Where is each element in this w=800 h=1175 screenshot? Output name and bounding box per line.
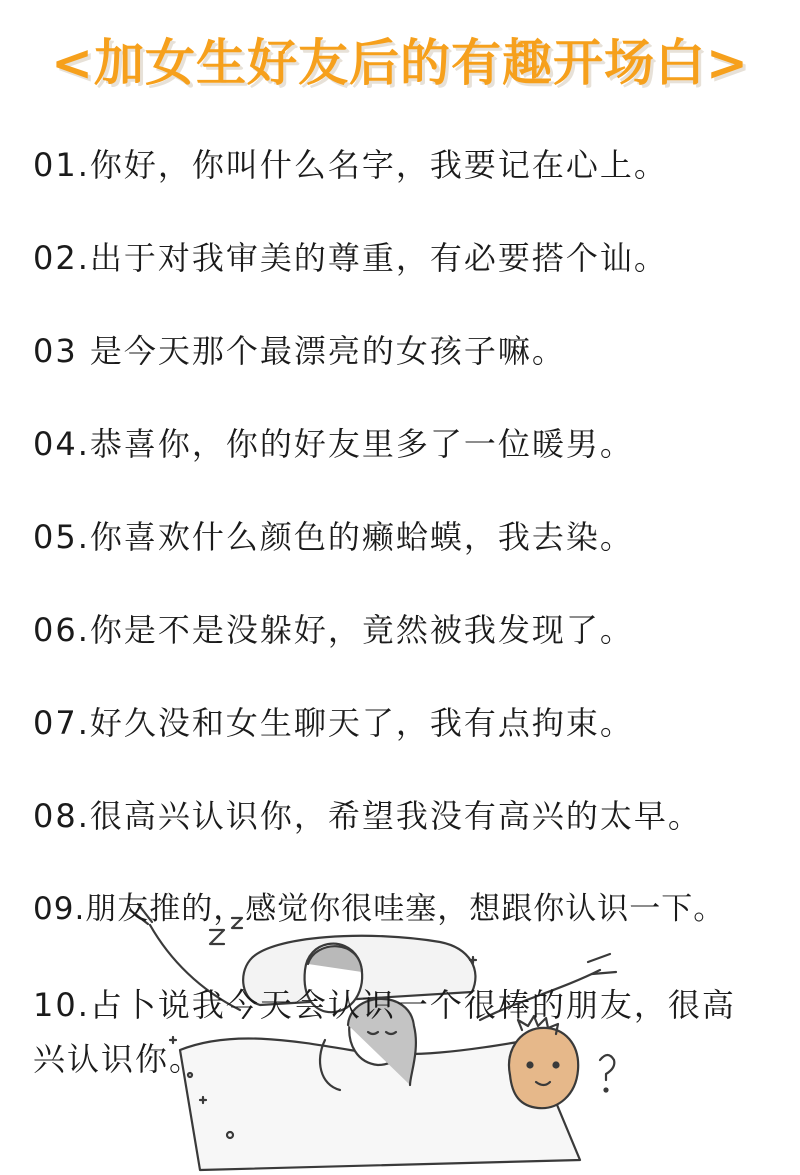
list-item: 08.很高兴认识你，希望我没有高兴的太早。 [33, 797, 702, 835]
list-item: 03 是今天那个最漂亮的女孩子嘛。 [33, 332, 566, 370]
list-item: 01.你好，你叫什么名字，我要记在心上。 [33, 146, 668, 184]
list-item: 05.你喜欢什么颜色的癞蛤蟆，我去染。 [33, 518, 634, 556]
list-item: 02.出于对我审美的尊重，有必要搭个讪。 [33, 239, 668, 277]
list-item: 06.你是不是没躲好，竟然被我发现了。 [33, 611, 634, 649]
list-item: 09.朋友推的，感觉你很哇塞，想跟你认识一下。 [33, 891, 726, 927]
list-item: 10.占卜说我今天会认识一个很棒的朋友，很高兴认识你。 [33, 986, 736, 1078]
page-title: <加女生好友后的有趣开场白> [51, 34, 749, 92]
list-item: 04.恭喜你，你的好友里多了一位暖男。 [33, 425, 634, 463]
list-item: 07.好久没和女生聊天了，我有点拘束。 [33, 704, 634, 742]
